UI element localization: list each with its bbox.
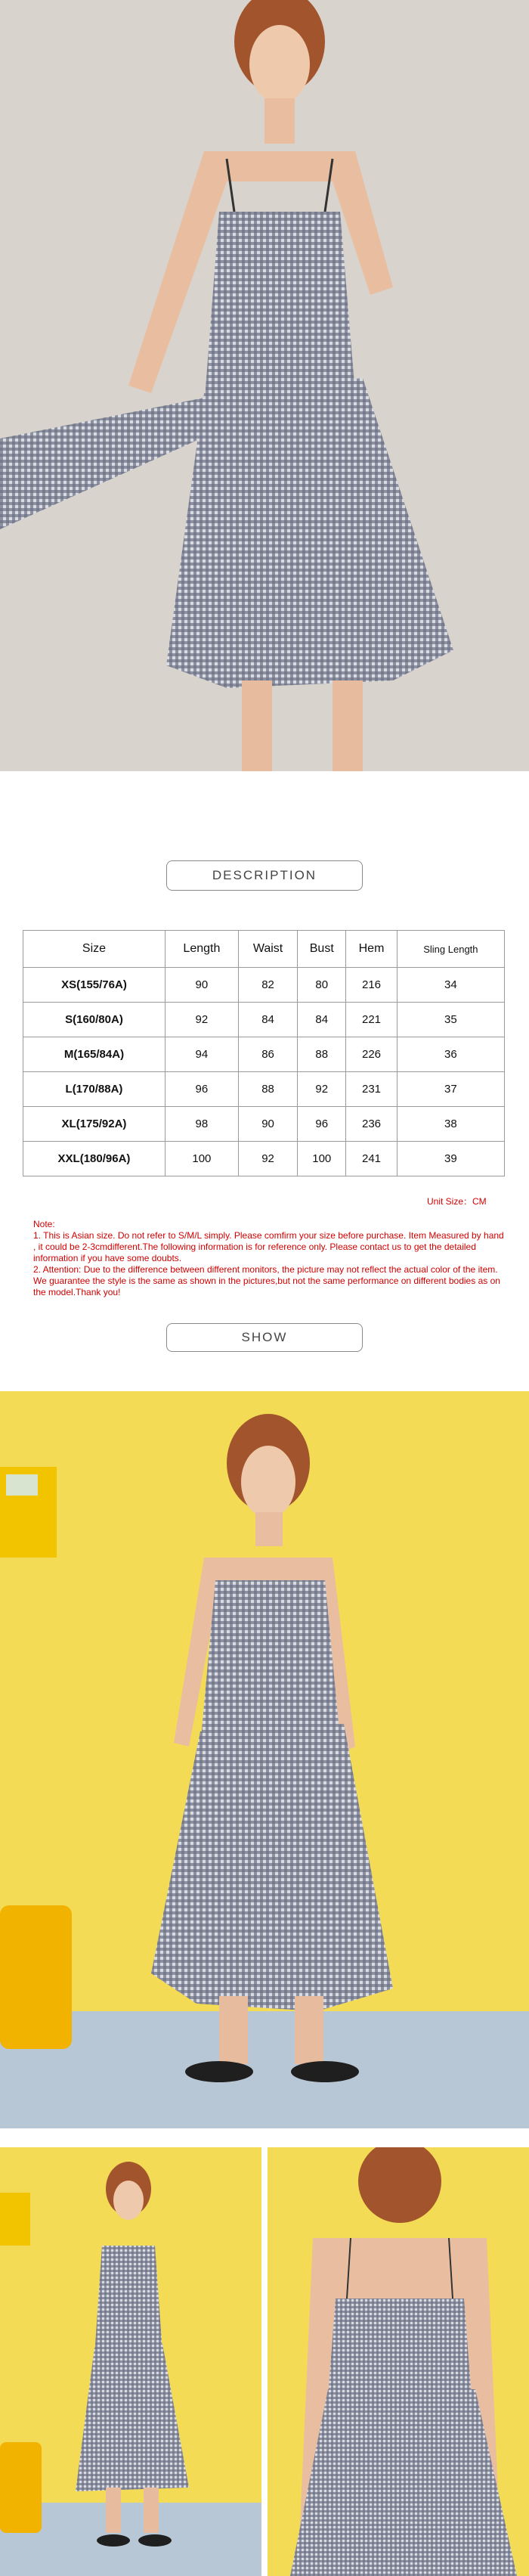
show-model-photo-front [0, 1391, 529, 2128]
table-cell: 226 [346, 1037, 397, 1072]
show-model-photo-small [0, 2147, 261, 2576]
table-cell: 231 [346, 1072, 397, 1107]
table-cell: 241 [346, 1142, 397, 1176]
size-notes [33, 1219, 506, 1298]
note-line-1: 1. This is Asian size. Do not refer to S/M/L simply. Please comfirm your size before purchase. Item Measured by hand , it could be 2-3cmdifferent.The following information is for reference only. Please contact us to get the detailed information if you have some doubts. [33, 1230, 504, 1263]
column-header: Sling Length [397, 931, 504, 968]
column-header: Length [165, 931, 238, 968]
table-cell: 38 [397, 1107, 504, 1142]
table-cell: 92 [165, 1003, 238, 1037]
table-cell: 84 [298, 1003, 346, 1037]
show-section-title: SHOW [166, 1323, 363, 1352]
column-header: Hem [346, 931, 397, 968]
table-cell: 37 [397, 1072, 504, 1107]
table-cell: 94 [165, 1037, 238, 1072]
table-cell: 92 [298, 1072, 346, 1107]
size-cell: S(160/80A) [23, 1003, 166, 1037]
table-cell: 221 [346, 1003, 397, 1037]
table-cell: 35 [397, 1003, 504, 1037]
table-cell: 96 [165, 1072, 238, 1107]
table-cell: 88 [238, 1072, 297, 1107]
table-cell: 34 [397, 968, 504, 1003]
table-cell: 86 [238, 1037, 297, 1072]
table-cell: 88 [298, 1037, 346, 1072]
table-cell: 236 [346, 1107, 397, 1142]
table-row [23, 1037, 505, 1072]
table-cell: 84 [238, 1003, 297, 1037]
table-cell: 96 [298, 1107, 346, 1142]
column-header: Size [23, 931, 166, 968]
size-cell: L(170/88A) [23, 1072, 166, 1107]
size-cell: XXL(180/96A) [23, 1142, 166, 1176]
size-chart-table [23, 930, 505, 1176]
table-cell: 100 [165, 1142, 238, 1176]
table-cell: 39 [397, 1142, 504, 1176]
column-header: Bust [298, 931, 346, 968]
table-cell: 98 [165, 1107, 238, 1142]
note-line-2: 2. Attention: Due to the difference between different monitors, the picture may not reflect the actual color of the item. We guarantee the style is the same as shown in the pictures,but not the same performance on different bodies as on the model.Thank you! [33, 1264, 500, 1297]
show-back-view-photo [268, 2147, 529, 2576]
size-cell: M(165/84A) [23, 1037, 166, 1072]
table-row [23, 968, 505, 1003]
description-section-title: DESCRIPTION [166, 860, 363, 891]
table-cell: 90 [165, 968, 238, 1003]
table-row [23, 1142, 505, 1176]
table-cell: 36 [397, 1037, 504, 1072]
column-header: Waist [238, 931, 297, 968]
table-row [23, 1072, 505, 1107]
hero-model-photo [0, 0, 529, 771]
table-row [23, 1107, 505, 1142]
table-cell: 216 [346, 968, 397, 1003]
unit-note: Unit Size：CM [427, 1196, 487, 1207]
note-label: Note: [33, 1219, 55, 1229]
size-cell: XL(175/92A) [23, 1107, 166, 1142]
table-cell: 90 [238, 1107, 297, 1142]
table-row [23, 1003, 505, 1037]
size-cell: XS(155/76A) [23, 968, 166, 1003]
table-cell: 92 [238, 1142, 297, 1176]
table-header-row [23, 931, 505, 968]
table-cell: 100 [298, 1142, 346, 1176]
table-cell: 82 [238, 968, 297, 1003]
table-cell: 80 [298, 968, 346, 1003]
